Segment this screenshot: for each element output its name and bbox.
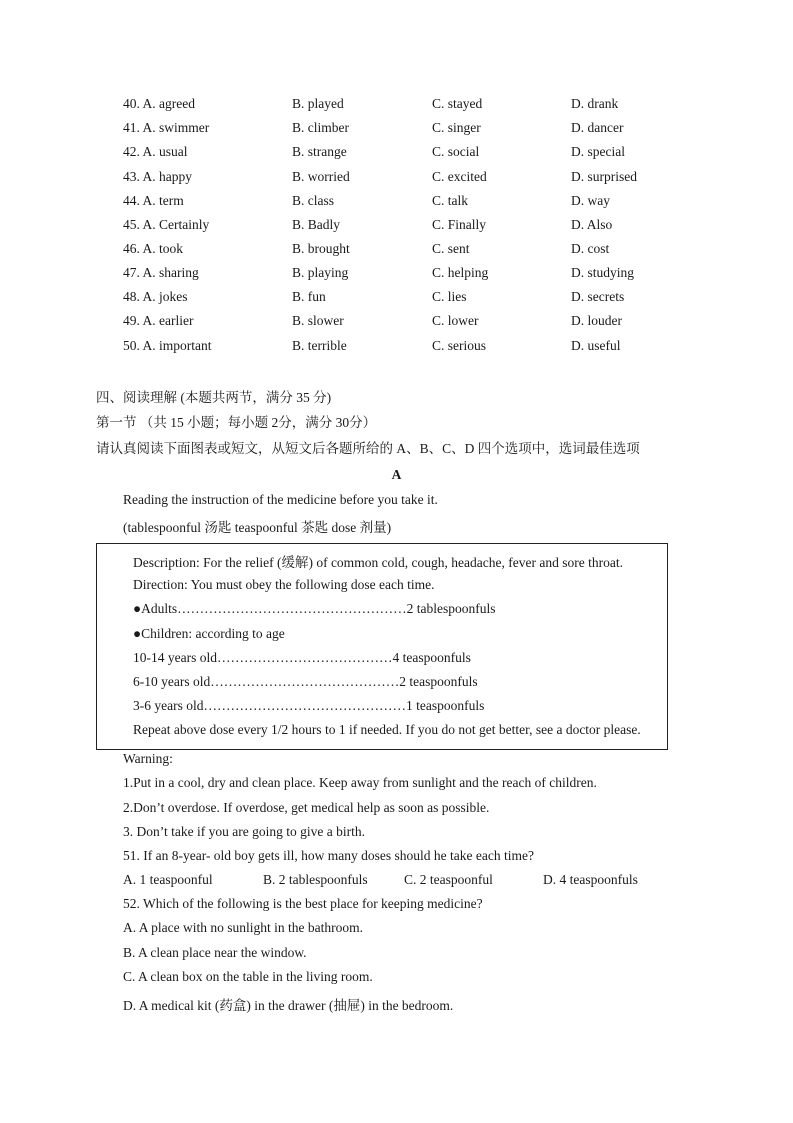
option-row: [0, 169, 793, 189]
option-d: D. dancer: [571, 120, 624, 135]
passage-label: A: [391, 467, 402, 482]
box-age-10-14: 10-14 years old…………………………………4 teaspoonfuls: [133, 650, 471, 665]
option-c: C. social: [432, 144, 480, 159]
option-b: B. strange: [292, 144, 347, 159]
option-d: D. secrets: [571, 289, 625, 304]
glossary: (tablespoonful 汤匙 teaspoonful 茶匙 dose 剂量): [123, 520, 392, 535]
warning-item: 2.Don’t overdose. If overdose, get medical help as soon as possible.: [123, 800, 490, 815]
option-c: C. sent: [432, 241, 470, 256]
question-51-stem: 51. If an 8-year- old boy gets ill, how many doses should he take each time?: [123, 848, 534, 863]
q52-option-b: B. A clean place near the window.: [123, 945, 307, 960]
option-row: [0, 313, 793, 333]
option-row: [0, 241, 793, 261]
option-b: B. worried: [292, 169, 350, 184]
option-d: D. way: [571, 193, 610, 208]
option-d: D. cost: [571, 241, 610, 256]
q51-option-b: B. 2 tablespoonfuls: [263, 872, 368, 887]
option-a: 40. A. agreed: [123, 96, 195, 111]
option-b: B. Badly: [292, 217, 341, 232]
option-a: 42. A. usual: [123, 144, 188, 159]
option-c: C. excited: [432, 169, 487, 184]
option-b: B. class: [292, 193, 334, 208]
box-children: ●Children: according to age: [133, 626, 285, 641]
option-b: B. fun: [292, 289, 326, 304]
option-d: D. surprised: [571, 169, 637, 184]
option-row: [0, 289, 793, 309]
option-d: D. drank: [571, 96, 619, 111]
option-row: [0, 144, 793, 164]
option-c: C. Finally: [432, 217, 487, 232]
option-a: 43. A. happy: [123, 169, 192, 184]
q52-option-d: D. A medical kit (药盒) in the drawer (抽屉) in the bedroom.: [123, 998, 454, 1013]
option-c: C. singer: [432, 120, 481, 135]
option-b: B. brought: [292, 241, 350, 256]
question-52-stem: 52. Which of the following is the best place for keeping medicine?: [123, 896, 483, 911]
option-row: [0, 217, 793, 237]
option-a: 44. A. term: [123, 193, 184, 208]
option-b: B. slower: [292, 313, 344, 328]
option-row: [0, 120, 793, 140]
warning-item: 1.Put in a cool, dry and clean place. Keep away from sunlight and the reach of children.: [123, 775, 597, 790]
q52-option-c: C. A clean box on the table in the living room.: [123, 969, 373, 984]
passage-intro: Reading the instruction of the medicine before you take it.: [123, 492, 438, 507]
option-c: C. serious: [432, 338, 486, 353]
medicine-instruction-box: [96, 543, 668, 750]
option-b: B. playing: [292, 265, 349, 280]
option-d: D. special: [571, 144, 625, 159]
option-row: [0, 265, 793, 285]
q52-option-a: A. A place with no sunlight in the bathroom.: [123, 920, 363, 935]
option-b: B. played: [292, 96, 344, 111]
option-row: [0, 96, 793, 116]
option-a: 47. A. sharing: [123, 265, 199, 280]
warning-title: Warning:: [123, 751, 173, 766]
option-a: 41. A. swimmer: [123, 120, 210, 135]
option-d: D. studying: [571, 265, 635, 280]
box-adults: ●Adults……………………………………………2 tablespoonfuls: [133, 601, 496, 616]
box-age-3-6: 3-6 years old………………………………………1 teaspoonfuls: [133, 698, 485, 713]
option-a: 45. A. Certainly: [123, 217, 210, 232]
warning-item: 3. Don’t take if you are going to give a birth.: [123, 824, 365, 839]
q51-option-d: D. 4 teaspoonfuls: [543, 872, 638, 887]
option-a: 50. A. important: [123, 338, 212, 353]
option-row: [0, 338, 793, 358]
option-a: 46. A. took: [123, 241, 184, 256]
part-heading: 第一节 （共 15 小题；每小题 2分，满分 30分）: [96, 415, 377, 430]
option-c: C. talk: [432, 193, 468, 208]
option-d: D. Also: [571, 217, 613, 232]
box-age-6-10: 6-10 years old……………………………………2 teaspoonfuls: [133, 674, 478, 689]
box-direction: Direction: You must obey the following dose each time.: [133, 577, 435, 592]
option-a: 48. A. jokes: [123, 289, 188, 304]
instruction: 请认真阅读下面图表或短文，从短文后各题所给的 A、B、C、D 四个选项中，选词最佳选项: [96, 441, 640, 456]
option-a: 49. A. earlier: [123, 313, 194, 328]
option-d: D. louder: [571, 313, 622, 328]
option-row: [0, 193, 793, 213]
box-description: Description: For the relief (缓解) of common cold, cough, headache, fever and sore throat.: [133, 555, 623, 570]
option-b: B. terrible: [292, 338, 347, 353]
option-c: C. lower: [432, 313, 479, 328]
section-heading: 四、阅读理解 (本题共两节，满分 35 分): [96, 390, 332, 405]
option-c: C. lies: [432, 289, 467, 304]
box-repeat: Repeat above dose every 1/2 hours to 1 if needed. If you do not get better, see a doctor please.: [133, 722, 641, 737]
option-c: C. stayed: [432, 96, 483, 111]
option-d: D. useful: [571, 338, 621, 353]
q51-option-c: C. 2 teaspoonful: [404, 872, 493, 887]
option-c: C. helping: [432, 265, 489, 280]
q51-option-a: A. 1 teaspoonful: [123, 872, 213, 887]
option-b: B. climber: [292, 120, 349, 135]
